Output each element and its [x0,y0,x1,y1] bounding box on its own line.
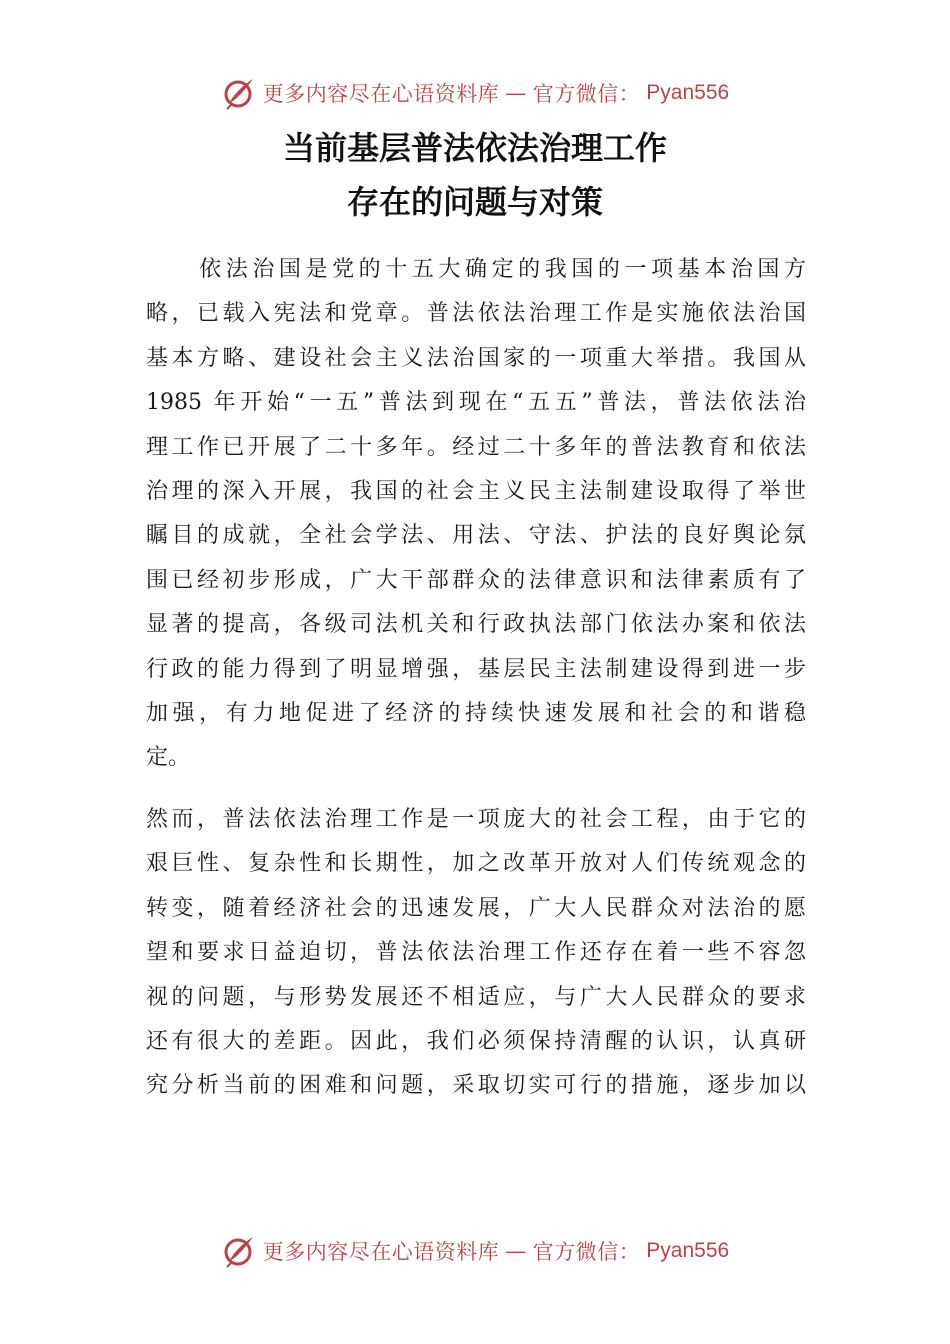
paragraph-line: 加强，有力地促进了经济的持续快速发展和社会的和谐稳 [146,701,806,727]
watermark-wechat-label: 官方微信： [532,82,641,106]
paragraph-line: 围已经初步形成，广大干部群众的法律意识和法律素质有了 [146,567,806,593]
quill-swirl-logo-icon [221,75,257,111]
watermark-brand-text: 更多内容尽在心语资料库 [262,82,500,106]
paragraph-line: 究分析当前的困难和问题，采取切实可行的措施，逐步加以 [146,1073,806,1099]
watermark-separator: — [505,81,527,105]
paragraph-line: 定。 [146,745,191,771]
footer-watermark [0,1231,950,1271]
paragraph-line: 理工作已开展了二十多年。经过二十多年的普法教育和依法 [146,434,806,460]
paragraph-line: 治理的深入开展，我国的社会主义民主法制建设取得了举世 [146,479,806,505]
watermark-separator: — [505,1239,527,1263]
watermark-wechat-id: Pyan556 [646,1239,730,1262]
paragraph-line: 依法治国是党的十五大确定的我国的一项基本治国方 [146,257,806,282]
paragraph-line: 基本方略、建设社会主义法治国家的一项重大举措。我国从 [146,345,806,371]
paragraph-line: 然而，普法依法治理工作是一项庞大的社会工程，由于它的 [146,807,806,832]
paragraph-line: 行政的能力得到了明显增强，基层民主法制建设得到进一步 [146,656,806,682]
body-paragraph-2 [146,798,806,1109]
watermark-brand-text: 更多内容尽在心语资料库 [262,1240,500,1264]
paragraph-line: 转变，随着经济社会的迅速发展，广大人民群众对法治的愿 [146,895,806,921]
watermark-wechat-label: 官方微信： [532,1240,641,1264]
paragraph-line: 显著的提高，各级司法机关和行政执法部门依法办案和依法 [146,612,806,638]
header-watermark [0,73,950,113]
quill-swirl-logo-icon [221,1233,257,1269]
paragraph-line: 艰巨性、复杂性和长期性，加之改革开放对人们传统观念的 [146,851,806,877]
paragraph-line: 视的问题，与形势发展还不相适应，与广大人民群众的要求 [146,984,806,1010]
paragraph-line: 还有很大的差距。因此，我们必须保持清醒的认识，认真研 [146,1029,806,1055]
paragraph-line: 望和要求日益迫切，普法依法治理工作还存在着一些不容忽 [146,940,806,966]
paragraph-line: 瞩目的成就，全社会学法、用法、守法、护法的良好舆论氛 [146,523,806,549]
watermark-wechat-id: Pyan556 [646,81,730,104]
body-paragraph-1 [146,248,806,781]
paragraph-line: 略，已载入宪法和党章。普法依法治理工作是实施依法治国 [146,301,806,327]
paragraph-line: 1985 年开始“一五”普法到现在“五五”普法，普法依法治 [146,390,806,416]
document-title-line1: 当前基层普法依法治理工作 [282,129,667,167]
document-title-line2: 存在的问题与对策 [346,183,603,221]
